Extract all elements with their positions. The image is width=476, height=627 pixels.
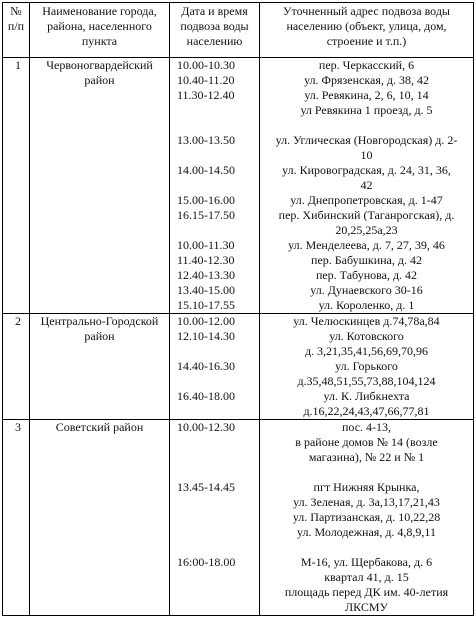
address-line: ул. Горького xyxy=(335,359,398,373)
time-slot: 10.00-10.30 xyxy=(177,58,235,72)
address-line: ул. Кировоградская, д. 24, 31, 36, xyxy=(282,163,451,177)
time-slot: 12.40-13.30 xyxy=(177,268,235,282)
time-slot: 11.40-12.30 xyxy=(177,253,235,267)
address-line: ул. Челюскинцев д.74,78а,84 xyxy=(293,314,440,328)
time-slot: 12.10-14.30 xyxy=(177,329,235,343)
address-line: ЛКСМУ xyxy=(344,600,388,614)
time-slot: 13.45-14.45 xyxy=(177,480,235,494)
row-number: 1 xyxy=(3,58,30,314)
header-name: Наименование города, района, населенного пункта xyxy=(30,3,170,58)
time-slot: 14.40-16.30 xyxy=(177,359,235,373)
spacer xyxy=(262,540,471,555)
time-slot: 11.30-12.40 xyxy=(177,88,235,102)
spacer xyxy=(172,540,257,555)
delivery-times xyxy=(170,314,260,420)
address-line: пер. Бабушкина, д. 42 xyxy=(311,253,422,267)
address-line: пер. Табунова, д. 42 xyxy=(315,268,418,282)
time-slot: 13.00-13.50 xyxy=(177,133,235,147)
spacer xyxy=(172,344,257,359)
address-line: ул. Менделеева, д. 7, 27, 39, 46 xyxy=(288,238,445,252)
time-slot: 15.10-17.55 xyxy=(177,298,235,312)
water-delivery-table xyxy=(2,2,474,616)
delivery-addresses xyxy=(260,420,474,616)
time-slot: 13.40-15.00 xyxy=(177,283,235,297)
row-number: 2 xyxy=(3,314,30,420)
delivery-times xyxy=(170,58,260,314)
address-line: д.16,22,24,43,47,66,77,81 xyxy=(303,404,430,418)
spacer xyxy=(172,148,257,163)
header-num: № п/п xyxy=(3,3,30,58)
time-slot: 16.40-18.00 xyxy=(177,389,235,403)
address-line: д. 3,21,35,41,56,69,70,96 xyxy=(304,344,429,358)
district-name: Червоногвардейский район xyxy=(30,58,170,314)
table-row xyxy=(3,58,474,314)
address-line: М-16, ул. Щербакова, д. 6 xyxy=(300,555,433,569)
address-line: в районе домов № 14 (возле xyxy=(295,435,438,449)
delivery-addresses xyxy=(260,58,474,314)
address-line: ул. Молодежная, д. 4,8,9,11 xyxy=(297,525,436,539)
address-line: ул Ревякина 1 проезд, д. 5 xyxy=(300,103,433,117)
address-line: ул. Ревякина, 2, 6, 10, 14 xyxy=(304,88,429,102)
spacer xyxy=(262,465,471,480)
address-line: пос. 4-13, xyxy=(341,420,392,434)
address-line: д.35,48,51,55,73,88,104,124 xyxy=(297,374,436,388)
header-datetime: Дата и время подвоза воды населению xyxy=(170,3,260,58)
time-slot: 10.00-12.00 xyxy=(177,314,235,328)
time-slot: 14.00-14.50 xyxy=(177,163,235,177)
table-row xyxy=(3,420,474,616)
address-line: пер. Черкасский, 6 xyxy=(318,58,415,72)
address-line: площадь перед ДК им. 40-летия xyxy=(284,585,449,599)
time-slot: 10.00-11.30 xyxy=(177,238,235,252)
address-line: 42 xyxy=(360,178,373,192)
address-line: ул. Короленко, д. 1 xyxy=(318,298,415,312)
address-line: пер. Хибинский (Таганрогская), д. xyxy=(278,208,455,222)
spacer xyxy=(172,178,257,193)
address-line: 10 xyxy=(360,148,373,162)
header-address: Уточненный адрес подвоза воды населению (объект, улица, дом, строение и т.п.) xyxy=(260,3,474,58)
address-line: пгт Нижняя Крынка, xyxy=(313,480,420,494)
address-line: ул. Дунаевского 30-16 xyxy=(310,283,423,297)
time-slot: 16:00-18.00 xyxy=(177,555,236,569)
row-number: 3 xyxy=(3,420,30,616)
spacer xyxy=(172,374,257,389)
address-line: ул. Углическая (Новгородская) д. 2- xyxy=(275,133,458,147)
spacer xyxy=(172,495,257,540)
spacer xyxy=(172,404,257,419)
delivery-times xyxy=(170,420,260,616)
table-header-row xyxy=(3,3,474,58)
time-slot: 10.40-11.20 xyxy=(177,73,235,87)
time-slot: 16.15-17.50 xyxy=(177,208,235,222)
spacer xyxy=(172,103,257,133)
time-slot: 10.00-12.30 xyxy=(177,420,235,434)
district-name: Советский район xyxy=(30,420,170,616)
table-row xyxy=(3,314,474,420)
address-line: ул. Котовского xyxy=(329,329,404,343)
address-line: ул. Партизанская, д. 10,22,28 xyxy=(292,510,441,524)
address-line: ул. Фрязенская, д. 38, 42 xyxy=(304,73,429,87)
delivery-addresses xyxy=(260,314,474,420)
address-line: квартал 41, д. 15 xyxy=(324,570,409,584)
district-name: Центрально-Городской район xyxy=(30,314,170,420)
address-line: 20,25,25а,23 xyxy=(335,223,398,237)
address-line: ул. К. Либкнехта xyxy=(323,389,410,403)
spacer xyxy=(262,118,471,133)
time-slot: 15.00-16.00 xyxy=(177,193,235,207)
address-line: ул. Днепропетровская, д. 1-47 xyxy=(290,193,443,207)
spacer xyxy=(172,570,257,615)
spacer xyxy=(172,435,257,480)
address-line: магазина), № 22 и № 1 xyxy=(308,450,425,464)
address-line: ул. Зеленая, д. 3а,13,17,21,43 xyxy=(293,495,440,509)
spacer xyxy=(172,223,257,238)
